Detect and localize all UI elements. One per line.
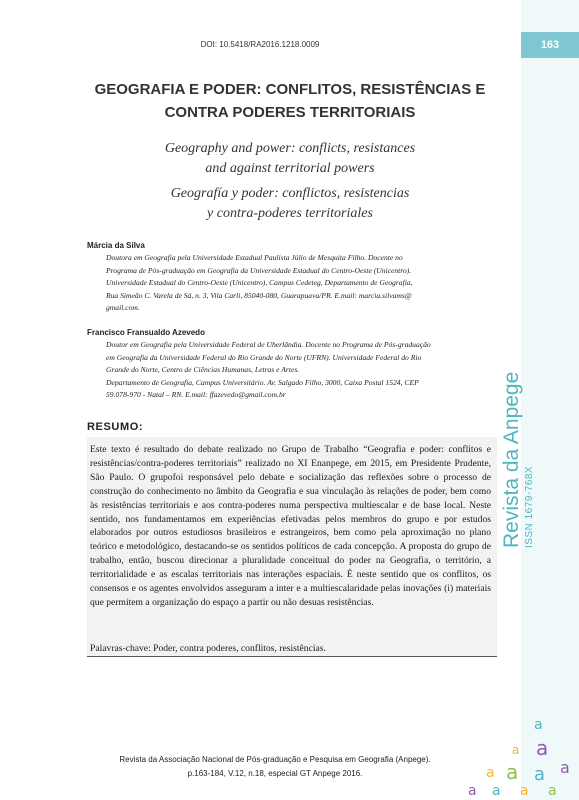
deco-letter-icon: a: [468, 783, 477, 799]
page-number-tab: [521, 32, 579, 58]
page-number: 163: [540, 39, 560, 51]
affiliation-line: gmail.com.: [106, 303, 140, 313]
deco-letter-icon: a: [536, 736, 549, 760]
footer-citation: [60, 753, 490, 781]
affiliation-line: Universidade Estadual do Centro-Oeste (Unicentro), Campus Cedeteg, Departamento de Geografia,: [106, 278, 413, 288]
affiliation-line: Departamento de Geografia, Campus Universitário. Av. Salgado Filho, 3000, Caixa Postal 1524, CEP: [106, 377, 419, 387]
affiliation-line: em Geografia da Universidade Federal do Rio Grande do Norte (UFRN). Universidade Federal do Rio: [106, 352, 422, 362]
deco-letter-icon: a: [534, 717, 543, 733]
subtitle-line: Geography and power: conflicts, resistances: [164, 141, 416, 156]
journal-vertical-label: [500, 338, 535, 548]
title-line: CONTRA PODERES TERRITORIAIS: [164, 104, 416, 121]
author-affiliation: [106, 252, 496, 315]
deco-letter-icon: a: [520, 783, 529, 799]
affiliation-line: Grande do Norte, Centro de Ciências Humanas, Letras e Artes.: [106, 365, 300, 375]
deco-letter-icon: a: [548, 783, 557, 799]
keywords-divider: [87, 656, 497, 657]
article-title: [60, 78, 520, 124]
author-affiliation: [106, 339, 496, 402]
keywords: Palavras-chave: Poder, contra poderes, conflitos, resistências.: [90, 643, 326, 654]
affiliation-line: Doutor em Geografia pela Universidade Federal de Uberlândia. Docente no Programa de Pós-graduação: [106, 340, 431, 349]
footer-line: p.163-184, V.12, n.18, especial GT Anpege 2016.: [187, 769, 363, 778]
subtitle-line: Geografía y poder: conflictos, resistencias: [170, 186, 410, 201]
subtitle-line: y contra-poderes territoriales: [207, 206, 373, 221]
deco-letter-icon: a: [512, 743, 520, 757]
doi: DOI: 10.5418/RA2016.1218.0009: [200, 40, 320, 49]
deco-letter-icon: a: [534, 764, 546, 785]
deco-letter-icon: a: [506, 760, 519, 784]
title-line: GEOGRAFIA E PODER: CONFLITOS, RESISTÊNCIAS E: [94, 81, 486, 98]
journal-issn: ISSN 1679-768X: [524, 465, 535, 548]
deco-letter-icon: a: [486, 765, 495, 781]
journal-name: Revista da Anpege: [500, 371, 523, 548]
subtitle-english: [60, 139, 520, 179]
subtitle-line: and against territorial powers: [205, 161, 375, 176]
footer-line: Revista da Associação Nacional de Pós-graduação e Pesquisa em Geografia (Anpege).: [119, 755, 431, 764]
abstract-text: Este texto é resultado do debate realizado no Grupo de Trabalho “Geografia e poder: conflitos e resistências/contra-poderes territoriais” realizado no XI Enanpege, em 2015, em Presidente Prudente, São Paulo. O grupofoi responsável pelo debate e socialização das reflexões sobre o processo de construção do conhecimento no âmbito da Geografia e sua vinculação às relações de poder, bem como às resistências territoriais e aos contra-poderes numa perspectiva multiescalar e de base local. Neste sentido, nos fundamentamos em experiências efetivadas pelos membros do grupo e por estudos elaborados por outros estudiosos brasileiros e estrangeiros, bem como pela aproximação no plano teórico e metodológico, destacando-se os sentidos políticos de cada concepção. A proposta do grupo de trabalho, então, buscou direcionar a pluralidade conceitual do poder na Geografia, o território, a territorialidade e as escalas territoriais nas interações espaciais. É neste sentido que os conflitos, os consensos e os agentes envolvidos asseguram a inter e a multiescalaridade pelas inovações (i) materiais que permitem a organização do espaço a partir ou não desuas resistências.: [90, 444, 491, 608]
abstract-label: RESUMO:: [87, 421, 144, 433]
deco-letter-icon: a: [560, 758, 570, 777]
subtitle-spanish: [60, 184, 520, 224]
deco-letter-icon: a: [492, 783, 501, 799]
affiliation-line: Programa de Pós-graduação em Geografia da Universidade Estadual do Centro-Oeste (Unicentro).: [106, 265, 412, 275]
affiliation-line: 59.078-970 - Natal – RN. E.mail: ffazevedo@gmail.com.br: [106, 390, 286, 400]
author-name: Márcia da Silva: [87, 241, 145, 250]
affiliation-line: Doutora em Geografia pela Universidade Estadual Paulista Júlio de Mesquita Filho. Docente no: [106, 253, 403, 262]
author-name: Francisco Fransualdo Azevedo: [87, 328, 205, 337]
affiliation-line: Rua Simeão C. Varela de Sá, n. 3, Vila Carli, 85040-080, Guarapuava/PR. E.mail: marcia.silvams@: [106, 290, 412, 300]
